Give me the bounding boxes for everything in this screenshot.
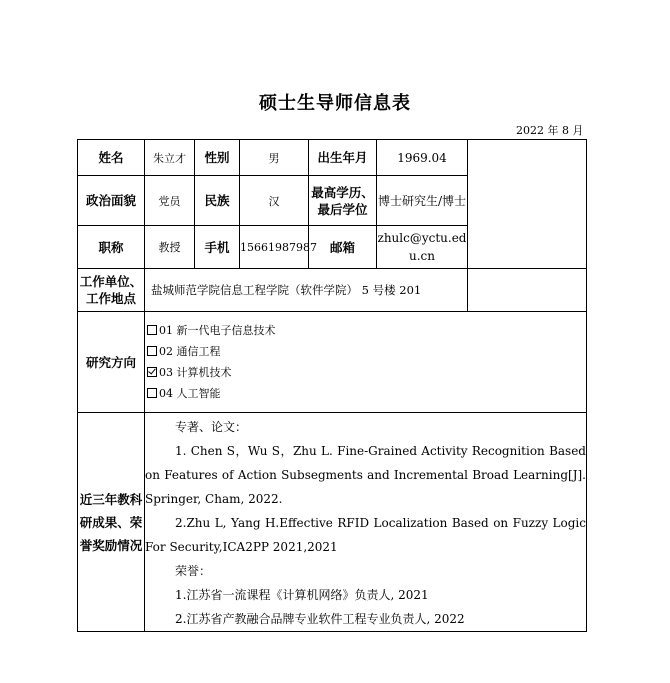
research-label: 研究方向 [78, 312, 145, 413]
politics-value: 党员 [145, 176, 195, 226]
ethnicity-label: 民族 [195, 176, 240, 226]
research-option[interactable]: 02 通信工程 [145, 341, 586, 362]
name-value: 朱立才 [145, 140, 195, 176]
checked-checkbox-icon[interactable] [147, 367, 157, 377]
title-label: 职称 [78, 226, 145, 269]
email-value: zhulc@yctu.edu.cn [377, 226, 468, 269]
phone-value: 15661987987 [240, 226, 309, 269]
birth-label: 出生年月 [309, 140, 377, 176]
ethnicity-value: 汉 [240, 176, 309, 226]
checkbox-icon[interactable] [147, 388, 157, 398]
research-option[interactable]: 03 计算机技术 [145, 362, 586, 383]
birth-value: 1969.04 [377, 140, 468, 176]
email-label: 邮箱 [309, 226, 377, 269]
checkbox-icon[interactable] [147, 325, 157, 335]
research-option[interactable]: 04 人工智能 [145, 383, 586, 404]
workplace-label: 工作单位、工作地点 [78, 269, 145, 312]
achievements-label: 近三年教科研成果、荣誉奖励情况 [78, 413, 145, 632]
phone-label: 手机 [195, 226, 240, 269]
research-options [145, 312, 587, 413]
name-label: 姓名 [78, 140, 145, 176]
gender-value: 男 [240, 140, 309, 176]
gender-label: 性别 [195, 140, 240, 176]
education-label: 最高学历、最后学位 [309, 176, 377, 226]
photo-cell [468, 140, 587, 269]
achievements-content [145, 413, 587, 632]
research-option[interactable]: 01 新一代电子信息技术 [145, 320, 586, 341]
paper-item: 2.Zhu L, Yang H.Effective RFID Localization Based on Fuzzy Logic For Security,ICA2PP 2021,2021 [145, 516, 586, 554]
honors-heading: 荣誉： [175, 564, 212, 578]
advisor-info-table [77, 139, 587, 632]
form-date: 2022 年 8 月 [516, 124, 584, 137]
politics-label: 政治面貌 [78, 176, 145, 226]
paper-item: 1. Chen S，Wu S，Zhu L. Fine-Grained Activity Recognition Based on Features of Action Subsegments and Incremental Broad Learning[J]. Springer, Cham, 2022. [145, 444, 586, 506]
papers-heading: 专著、论文： [175, 420, 248, 434]
honor-item: 2.江苏省产教融合品牌专业软件工程专业负责人, 2022 [175, 612, 465, 626]
honor-item: 1.江苏省一流课程《计算机网络》负责人, 2021 [175, 588, 429, 602]
title-value: 教授 [145, 226, 195, 269]
workplace-value: 盐城师范学院信息工程学院（软件学院） 5 号楼 201 [145, 269, 468, 312]
blank-cell [468, 269, 587, 312]
page-title: 硕士生导师信息表 [259, 93, 411, 114]
education-value: 博士研究生/博士 [377, 176, 468, 226]
checkbox-icon[interactable] [147, 346, 157, 356]
